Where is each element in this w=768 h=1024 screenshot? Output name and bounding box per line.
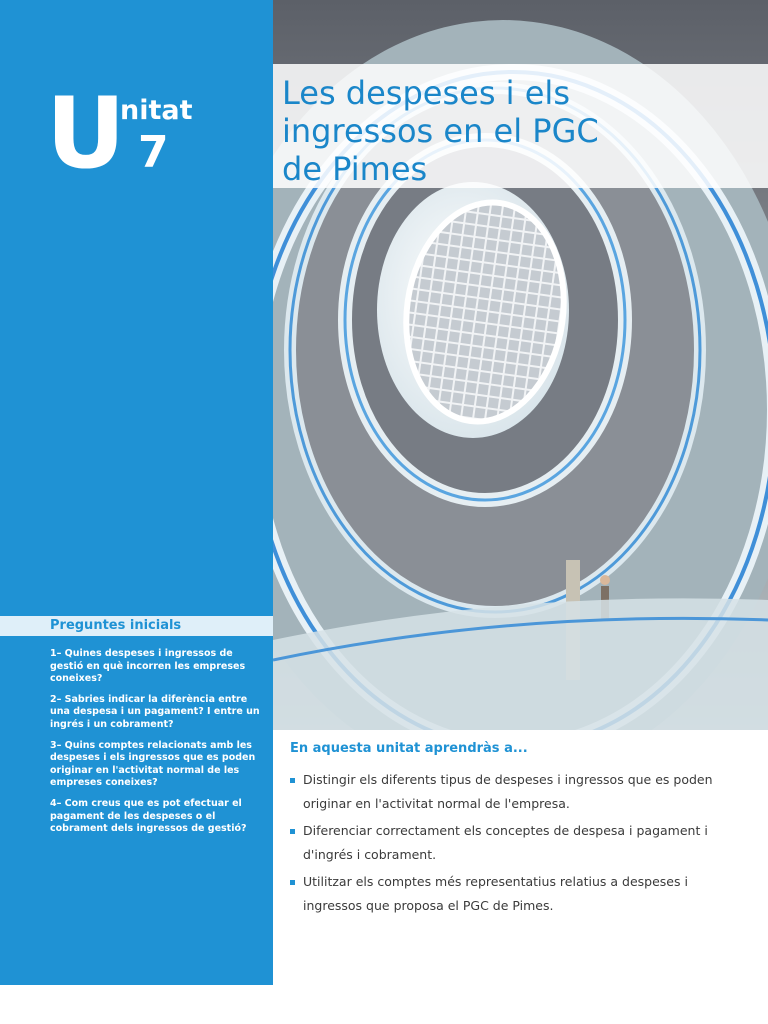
bullet-icon [290, 829, 295, 834]
initial-questions-list [50, 648, 260, 844]
sidebar [0, 0, 273, 985]
objective-item [290, 768, 750, 816]
bullet-icon [290, 880, 295, 885]
question-item: 4– Com creus que es pot efectuar el pagament de les despeses o el cobrament dels ingressos de gestió? [50, 797, 247, 835]
page-title-line-1: Les despeses i els [282, 74, 570, 112]
objective-text: Utilitzar els comptes més representatius relatius a despeses i ingressos que proposa el PGC de Pimes. [303, 874, 688, 913]
objective-item [290, 870, 750, 918]
page-title-line-2: ingressos en el PGC [282, 112, 599, 150]
objective-text: Diferenciar correctament els conceptes de despesa i pagament i d'ingrés i cobrament. [303, 823, 708, 862]
question-item: 2– Sabries indicar la diferència entre una despesa i un pagament? I entre un ingrés i un cobrament? [50, 693, 260, 730]
page-title-line-3: de Pimes [282, 150, 428, 188]
question-item: 3– Quins comptes relacionats amb les despeses i els ingressos que es poden originar en l'activitat normal de les empreses coneixes? [50, 739, 256, 789]
learning-heading: En aquesta unitat aprendràs a... [290, 741, 528, 756]
bullet-icon [290, 778, 295, 783]
title-band [273, 64, 768, 188]
initial-questions-header [0, 616, 273, 636]
initial-questions-heading: Preguntes inicials [50, 618, 182, 633]
unit-letter: U [46, 77, 126, 191]
unit-number: 7 [138, 127, 169, 178]
learning-objectives-section [290, 740, 750, 921]
unit-label [46, 77, 256, 191]
objective-item [290, 819, 750, 867]
unit-word: nitat [120, 95, 193, 126]
question-item: 1– Quines despeses i ingressos de gestió en què incorren les empreses coneixes? [50, 648, 246, 685]
objective-text: Distingir els diferents tipus de despeses i ingressos que es poden originar en l'activitat normal de l'empresa. [303, 772, 713, 811]
